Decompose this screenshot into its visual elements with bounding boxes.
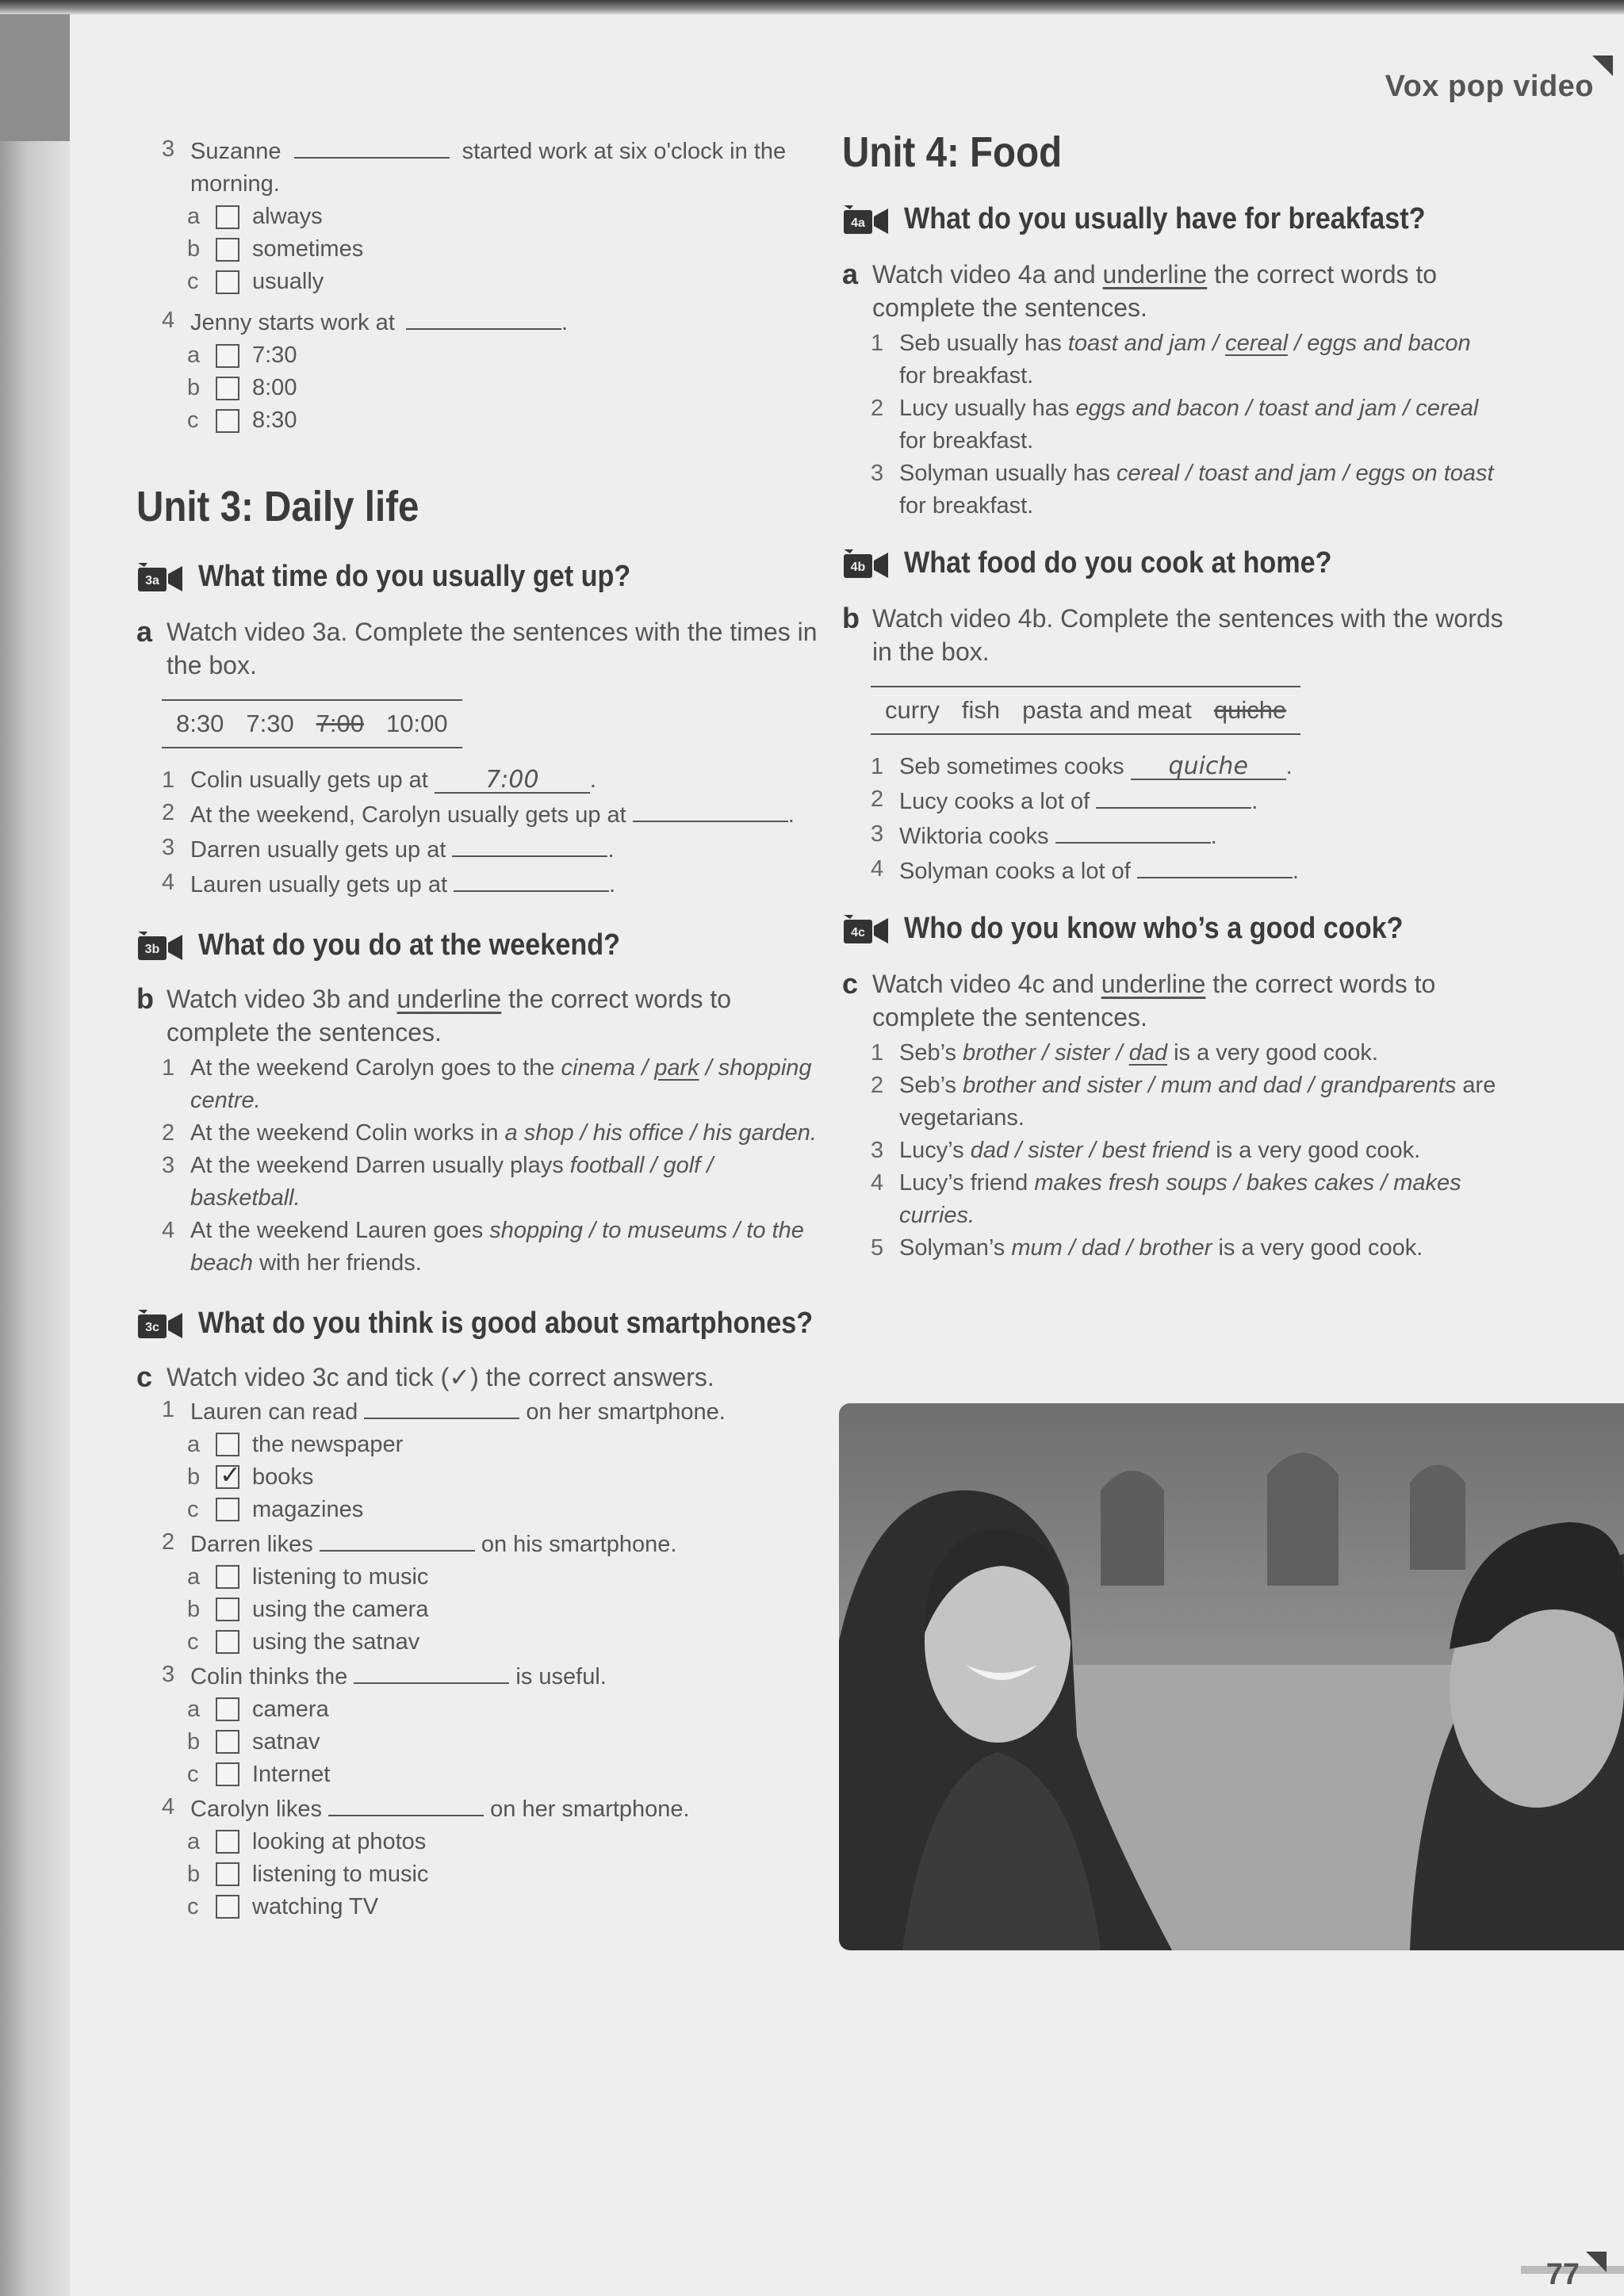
checkbox[interactable] [216,1498,239,1521]
checkbox[interactable] [216,409,239,433]
answer-blank[interactable] [454,867,609,892]
box-word: 8:30 [176,709,224,737]
question-item: 3 Suzanne started work at six o'clock in the morning. [162,133,818,201]
box-word: pasta and meat [1022,695,1192,724]
video-camera-icon [136,560,187,595]
answer-blank[interactable] [294,133,450,159]
video-3b-heading: 3b What do you do at the weekend? [136,928,818,963]
header-corner-marker [1592,55,1613,76]
option-c: c using the satnav [187,1628,420,1655]
video-badge-4b: 4b [850,560,866,574]
exercise-4a-instruction: a Watch video 4a and underline the correct words to complete the sentences. [842,257,1438,322]
question-item: 3 Solyman usually has cereal / toast and jam / eggs on toast for breakfast. [871,460,1494,519]
check-mark-icon: ✓ [220,1460,241,1490]
option-b: b satnav [187,1728,320,1755]
answer-blank[interactable] [354,1659,509,1684]
checkbox[interactable] [216,238,239,262]
option-b: b sometimes [187,236,364,262]
box-word: curry [885,695,940,724]
checkbox-checked[interactable] [216,1460,241,1490]
question-item: 1 At the weekend Carolyn goes to the cinema / park / shopping centre. [162,1054,812,1113]
video-4b-heading: 4b What food do you cook at home? [842,546,1524,581]
checkbox[interactable] [216,1730,239,1754]
right-column [842,127,1524,1265]
answer-blank[interactable] [1096,783,1251,809]
option-a: a the newspaper [187,1431,404,1457]
answer-blank[interactable] [1137,853,1293,878]
option-b: b ✓ books [187,1460,314,1490]
page-corner-shadow [0,14,70,141]
answer-blank[interactable] [452,832,607,857]
question-item: 1 Seb usually has toast and jam / cereal / eggs and bacon for breakfast. [871,330,1471,388]
question-item: 2 At the weekend, Carolyn usually gets up at . [162,797,818,832]
underlined-answer: park [654,1054,699,1081]
question-item: 2 At the weekend Colin works in a shop / his office / his garden. [162,1119,817,1146]
answer-blank[interactable] [406,304,561,330]
option-a: a listening to music [187,1563,429,1590]
video-badge-4a: 4a [851,216,865,230]
question-item: 2 Darren likes on his smartphone. [162,1526,818,1561]
checkbox[interactable] [216,1565,239,1589]
exercise-4c-instruction: c Watch video 4c and underline the correct words to complete the sentences. [842,966,1436,1031]
exercise-3b-instruction: b Watch video 3b and underline the correct words to complete the sentences. [136,982,732,1047]
exercise-3a-instruction: a Watch video 3a. Complete the sentences with the times in the box. [136,614,818,679]
box-word: 7:30 [246,709,294,737]
question-item: 3 Lucy’s dad / sister / best friend is a very good cook. [871,1137,1421,1163]
option-c: c Internet [187,1761,331,1787]
checkbox[interactable] [216,1830,239,1854]
unit-3-title: Unit 3: Daily life [136,483,419,530]
video-camera-icon [842,912,893,947]
question-item: 3 Darren usually gets up at . [162,832,818,867]
left-column [136,133,818,1923]
word-box-4b [871,686,1300,735]
answer-blank[interactable] [633,797,788,822]
option-b: b 8:00 [187,375,297,400]
underlined-answer: cereal [1225,330,1289,356]
video-badge-4c: 4c [851,925,865,939]
question-item: 1 Seb’s brother / sister / dad is a very good cook. [871,1039,1378,1066]
photo-two-people [839,1403,1624,1950]
exercise-4b-instruction: b Watch video 4b. Complete the sentences with the words in the box. [842,601,1503,666]
checkbox[interactable] [216,1630,239,1654]
video-camera-icon [842,546,893,581]
handwritten-answer[interactable]: 7:00 [435,768,590,794]
video-camera-icon [136,1307,187,1341]
question-item: 4 Jenny starts work at . [162,304,818,339]
option-c: c 8:30 [187,408,297,433]
section-header: Vox pop video [1385,70,1594,103]
video-badge-3c: 3c [145,1320,159,1334]
exercise-3c-instruction: c Watch video 3c and tick (✓) the correct answers. [136,1360,714,1393]
question-item: 5 Solyman’s mum / dad / brother is a very good cook. [871,1234,1423,1261]
answer-blank[interactable] [320,1526,475,1552]
option-a: a 7:30 [187,342,297,368]
footer-corner-marker [1586,2252,1607,2272]
checkbox[interactable] [216,1433,239,1456]
option-b: b using the camera [187,1596,429,1622]
video-camera-icon [136,928,187,963]
question-item: 3 Colin thinks the is useful. [162,1659,818,1693]
video-4c-heading: 4c Who do you know who’s a good cook? [842,912,1524,947]
question-item: 2 Lucy cooks a lot of . [871,783,1524,818]
box-word-crossed: 7:00 [316,709,365,737]
checkbox[interactable] [216,1762,239,1786]
handwritten-answer[interactable]: quiche [1131,755,1286,780]
video-camera-icon [842,202,893,237]
answer-blank[interactable] [364,1394,519,1419]
option-a: a camera [187,1696,329,1722]
option-c: c watching TV [187,1893,379,1919]
page-gutter [0,0,70,2296]
word-box-3a [162,699,462,748]
checkbox[interactable] [216,205,239,229]
video-badge-3b: 3b [144,942,160,956]
video-3a-heading: 3a What time do you usually get up? [136,560,818,595]
page-number: 77 [1545,2258,1580,2291]
checkbox[interactable] [216,1895,239,1919]
video-4a-heading: 4a What do you usually have for breakfast? [842,202,1524,237]
checkbox[interactable] [216,1697,239,1721]
question-item: 1 Seb sometimes cooks quiche . [871,752,1293,780]
question-item: 3 Wiktoria cooks . [871,818,1524,853]
option-c: c magazines [187,1496,364,1522]
option-c: c usually [187,269,324,294]
question-item: 2 Seb’s brother and sister / mum and dad / grandparents are vegetarians. [871,1072,1496,1131]
box-word-crossed: quiche [1213,695,1287,724]
video-badge-3a: 3a [145,573,159,587]
question-item: 4 At the weekend Lauren goes shopping / to museums / to the beach with her friends. [162,1217,804,1276]
question-item: 4 Lauren usually gets up at . [162,867,818,901]
box-word: fish [961,695,1001,724]
question-item: 4 Lucy’s friend makes fresh soups / bakes cakes / makes curries. [871,1169,1461,1228]
answer-blank[interactable] [1055,818,1211,844]
checkbox[interactable] [216,1862,239,1886]
question-item: 4 Carolyn likes on her smartphone. [162,1791,818,1826]
page-top-edge [0,0,1624,14]
question-item: 1 Lauren can read on her smartphone. [162,1394,818,1429]
unit-4-title: Unit 4: Food [842,128,1063,176]
option-b: b listening to music [187,1861,429,1887]
checkbox[interactable] [216,1598,239,1621]
question-item: 2 Lucy usually has eggs and bacon / toast and jam / cereal for breakfast. [871,395,1479,453]
video-3c-heading: 3c What do you think is good about smartphones? [136,1307,818,1341]
box-word: 10:00 [386,709,448,737]
answer-blank[interactable] [328,1791,484,1816]
option-a: a always [187,204,323,229]
checkbox[interactable] [216,270,239,294]
underlined-answer: dad [1128,1039,1168,1066]
question-item: 1 Colin usually gets up at 7:00 . [162,765,596,794]
question-item: 4 Solyman cooks a lot of . [871,853,1524,888]
checkbox[interactable] [216,344,239,368]
question-item: 3 At the weekend Darren usually plays football / golf / basketball. [162,1152,714,1211]
photo-illustration [839,1403,1624,1950]
checkbox[interactable] [216,377,239,400]
option-a: a looking at photos [187,1828,427,1854]
